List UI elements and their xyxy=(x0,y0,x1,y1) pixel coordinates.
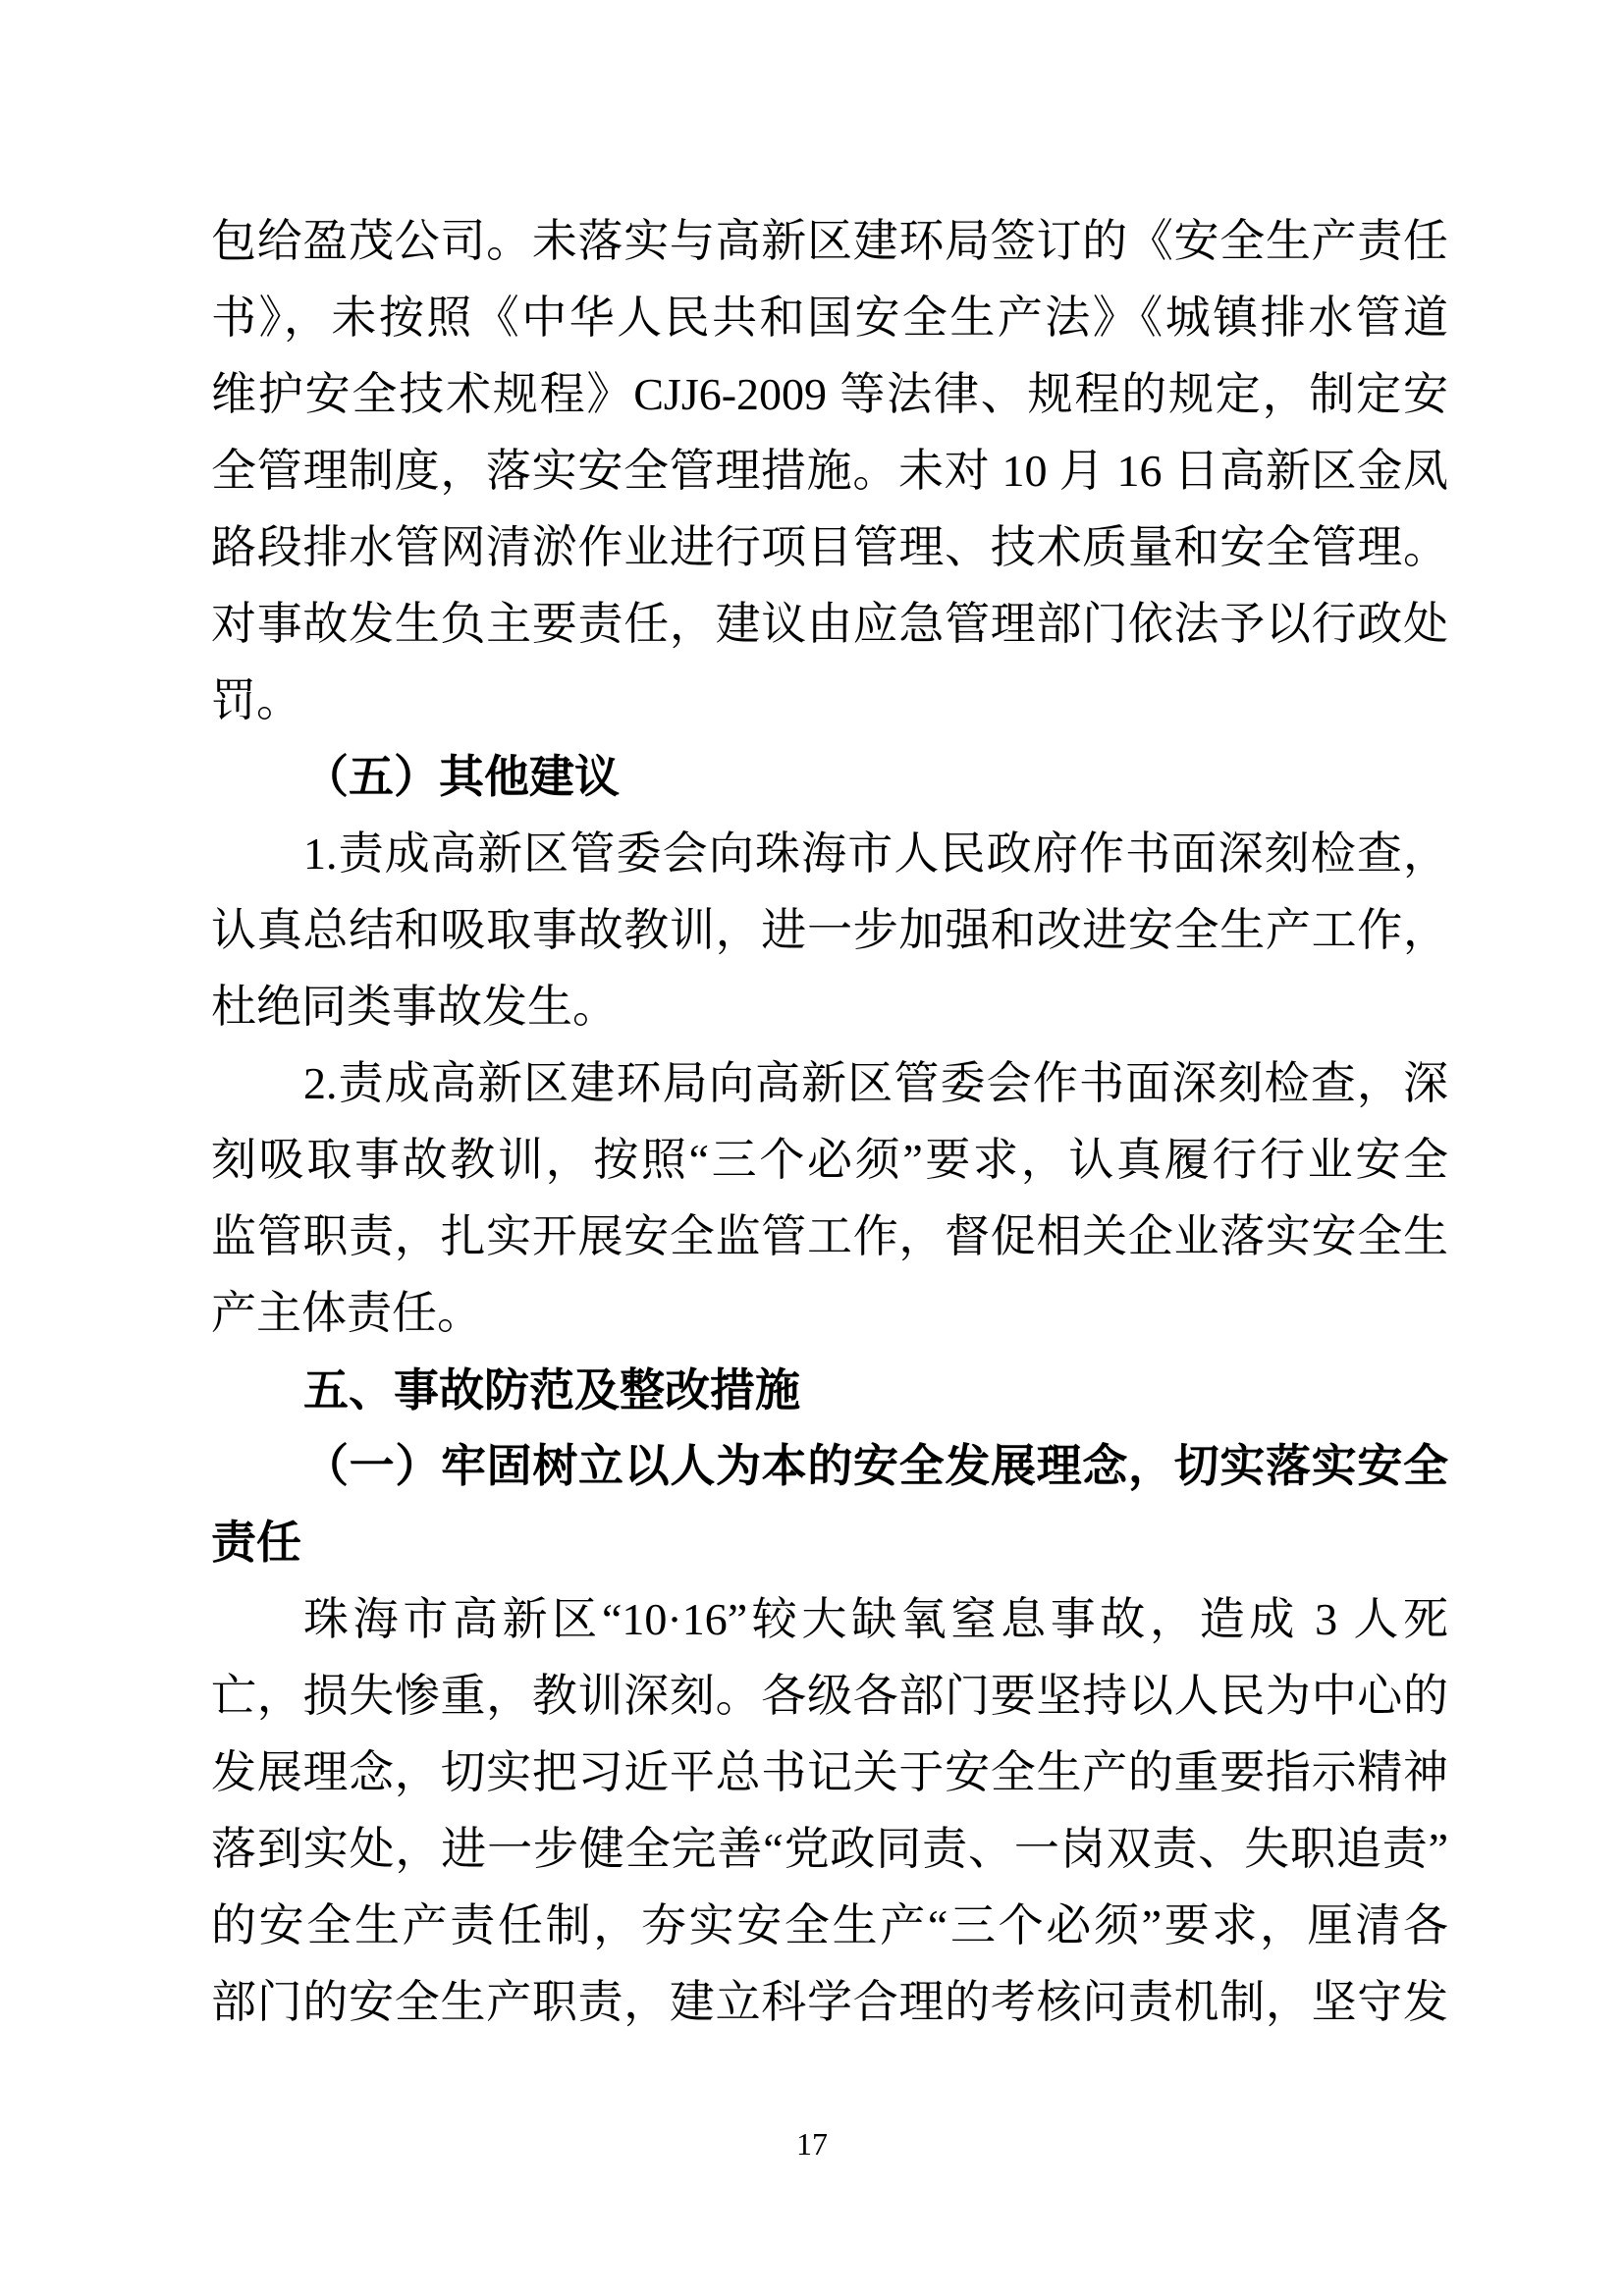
text-line: 路段排水管网清淤作业进行项目管理、技术质量和安全管理。 xyxy=(211,522,1448,572)
text-line: 书》，未按照《中华人民共和国安全生产法》《城镇排水管道 xyxy=(211,293,1448,343)
page-number: 17 xyxy=(796,2126,828,2162)
section-heading: 责任 xyxy=(211,1518,301,1568)
text-line: 部门的安全生产职责，建立科学合理的考核问责机制，坚守发 xyxy=(211,1977,1448,2027)
text-line: 对事故发生负主要责任，建议由应急管理部门依法予以行政处 xyxy=(211,599,1448,649)
text-line: 2.责成高新区建环局向高新区管委会作书面深刻检查，深 xyxy=(303,1058,1448,1108)
text-line: 认真总结和吸取事故教训，进一步加强和改进安全生产工作， xyxy=(211,905,1448,955)
section-heading: （一）牢固树立以人为本的安全发展理念，切实落实安全 xyxy=(303,1441,1448,1491)
text-line: 落到实处，进一步健全完善“党政同责、一岗双责、失职追责” xyxy=(211,1824,1448,1874)
text-line: 亡，损失惨重，教训深刻。各级各部门要坚持以人民为中心的 xyxy=(211,1671,1448,1721)
page-body xyxy=(211,203,1448,2041)
text-line: 全管理制度，落实安全管理措施。未对 10 月 16 日高新区金凤 xyxy=(211,446,1448,496)
text-line: 维护安全技术规程》CJJ6-2009 等法律、规程的规定，制定安 xyxy=(211,369,1448,419)
text-line: 产主体责任。 xyxy=(211,1288,482,1338)
text-line: 包给盈茂公司。未落实与高新区建环局签订的《安全生产责任 xyxy=(211,216,1448,266)
text-line: 发展理念，切实把习近平总书记关于安全生产的重要指示精神 xyxy=(211,1747,1448,1797)
text-line: 1.责成高新区管委会向珠海市人民政府作书面深刻检查， xyxy=(303,828,1448,879)
section-heading: 五、事故防范及整改措施 xyxy=(303,1364,800,1415)
text-line: 的安全生产责任制，夯实安全生产“三个必须”要求，厘清各 xyxy=(211,1900,1448,1950)
text-line: 杜绝同类事故发生。 xyxy=(211,982,618,1032)
text-line: 监管职责，扎实开展安全监管工作，督促相关企业落实安全生 xyxy=(211,1211,1448,1261)
text-line: 刻吸取事故教训，按照“三个必须”要求，认真履行行业安全 xyxy=(211,1135,1448,1185)
text-line: 罚。 xyxy=(211,675,301,725)
section-heading: （五）其他建议 xyxy=(303,752,620,802)
text-line: 珠海市高新区“10·16”较大缺氧窒息事故，造成 3 人死 xyxy=(303,1594,1448,1644)
